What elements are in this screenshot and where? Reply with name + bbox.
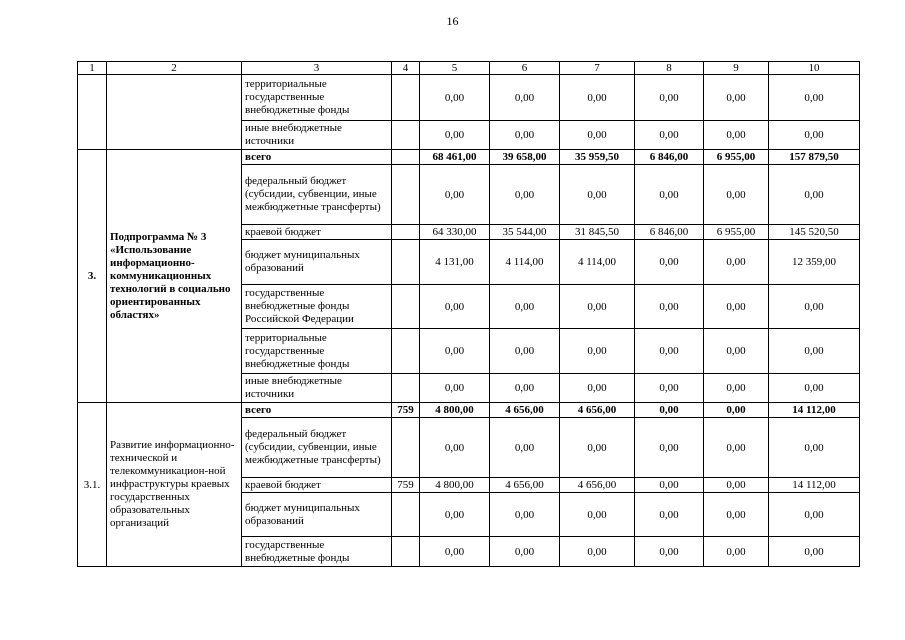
value-cell: 0,00 xyxy=(635,403,704,418)
value-cell: 64 330,00 xyxy=(420,225,490,240)
value-cell: 4 800,00 xyxy=(420,403,490,418)
value-cell: 0,00 xyxy=(769,165,860,225)
value-cell: 0,00 xyxy=(420,75,490,121)
column-number: 9 xyxy=(704,62,769,75)
value-cell: 0,00 xyxy=(420,374,490,403)
column-number: 1 xyxy=(78,62,107,75)
value-cell: 6 955,00 xyxy=(704,225,769,240)
value-cell: 0,00 xyxy=(769,329,860,374)
value-cell: 157 879,50 xyxy=(769,150,860,165)
code-cell xyxy=(392,121,420,150)
value-cell: 145 520,50 xyxy=(769,225,860,240)
column-number-row xyxy=(78,62,860,75)
table-row xyxy=(78,403,860,418)
value-cell: 0,00 xyxy=(635,537,704,567)
name-cell xyxy=(107,75,242,150)
funding-source: краевой бюджет xyxy=(242,478,392,493)
funding-source: всего xyxy=(242,403,392,418)
value-cell: 0,00 xyxy=(704,165,769,225)
value-cell: 0,00 xyxy=(635,329,704,374)
column-number: 10 xyxy=(769,62,860,75)
value-cell: 0,00 xyxy=(704,478,769,493)
value-cell: 0,00 xyxy=(560,329,635,374)
funding-source: федеральный бюджет (субсидии, субвенции, иные межбюджетные трансферты) xyxy=(242,165,392,225)
funding-source: государственные внебюджетные фонды Российской Федерации xyxy=(242,285,392,329)
funding-source: иные внебюджетные источники xyxy=(242,374,392,403)
value-cell: 4 131,00 xyxy=(420,240,490,285)
code-cell xyxy=(392,493,420,537)
value-cell: 0,00 xyxy=(769,285,860,329)
value-cell: 0,00 xyxy=(704,121,769,150)
value-cell: 6 846,00 xyxy=(635,150,704,165)
value-cell: 0,00 xyxy=(704,240,769,285)
value-cell: 0,00 xyxy=(635,478,704,493)
code-cell xyxy=(392,165,420,225)
value-cell: 0,00 xyxy=(560,493,635,537)
code-cell xyxy=(392,374,420,403)
value-cell: 0,00 xyxy=(635,75,704,121)
value-cell: 0,00 xyxy=(420,121,490,150)
value-cell: 0,00 xyxy=(490,374,560,403)
funding-source: государственные внебюджетные фонды xyxy=(242,537,392,567)
column-number: 6 xyxy=(490,62,560,75)
value-cell: 0,00 xyxy=(769,75,860,121)
code-cell xyxy=(392,418,420,478)
value-cell: 0,00 xyxy=(420,329,490,374)
column-number: 3 xyxy=(242,62,392,75)
funding-source: территориальные государственные внебюджетные фонды xyxy=(242,75,392,121)
code-cell xyxy=(392,75,420,121)
value-cell: 0,00 xyxy=(490,285,560,329)
value-cell: 4 656,00 xyxy=(560,403,635,418)
subprogram-name: Подпрограмма № 3 «Использование информационно-коммуникационных технологий в социально ориентированных областях» xyxy=(107,150,242,403)
value-cell: 35 544,00 xyxy=(490,225,560,240)
value-cell: 0,00 xyxy=(420,165,490,225)
value-cell: 4 800,00 xyxy=(420,478,490,493)
value-cell: 0,00 xyxy=(704,418,769,478)
column-number: 4 xyxy=(392,62,420,75)
value-cell: 0,00 xyxy=(635,121,704,150)
value-cell: 12 359,00 xyxy=(769,240,860,285)
value-cell: 0,00 xyxy=(704,537,769,567)
value-cell: 0,00 xyxy=(560,75,635,121)
funding-source: краевой бюджет xyxy=(242,225,392,240)
code-cell xyxy=(392,150,420,165)
value-cell: 0,00 xyxy=(769,121,860,150)
value-cell: 39 658,00 xyxy=(490,150,560,165)
value-cell: 4 656,00 xyxy=(490,403,560,418)
value-cell: 0,00 xyxy=(490,329,560,374)
value-cell: 0,00 xyxy=(560,537,635,567)
value-cell: 0,00 xyxy=(490,493,560,537)
column-number: 8 xyxy=(635,62,704,75)
value-cell: 0,00 xyxy=(420,418,490,478)
value-cell: 0,00 xyxy=(769,374,860,403)
funding-source: федеральный бюджет (субсидии, субвенции, иные межбюджетные трансферты) xyxy=(242,418,392,478)
value-cell: 0,00 xyxy=(490,121,560,150)
funding-source: бюджет муниципальных образований xyxy=(242,240,392,285)
funding-source: иные внебюджетные источники xyxy=(242,121,392,150)
value-cell: 0,00 xyxy=(490,537,560,567)
funding-source: территориальные государственные внебюджетные фонды xyxy=(242,329,392,374)
value-cell: 0,00 xyxy=(420,493,490,537)
value-cell: 0,00 xyxy=(704,374,769,403)
value-cell: 0,00 xyxy=(635,165,704,225)
column-number: 7 xyxy=(560,62,635,75)
value-cell: 0,00 xyxy=(560,374,635,403)
value-cell: 0,00 xyxy=(560,418,635,478)
table-row xyxy=(78,150,860,165)
value-cell: 35 959,50 xyxy=(560,150,635,165)
value-cell: 0,00 xyxy=(635,374,704,403)
value-cell: 31 845,50 xyxy=(560,225,635,240)
value-cell: 0,00 xyxy=(635,418,704,478)
value-cell: 0,00 xyxy=(420,537,490,567)
value-cell: 0,00 xyxy=(635,285,704,329)
value-cell: 4 656,00 xyxy=(490,478,560,493)
code-cell xyxy=(392,225,420,240)
row-index: 3. xyxy=(78,150,107,403)
column-number: 2 xyxy=(107,62,242,75)
value-cell: 0,00 xyxy=(704,403,769,418)
code-cell xyxy=(392,329,420,374)
funding-source: всего xyxy=(242,150,392,165)
budget-table xyxy=(77,61,860,567)
column-number: 5 xyxy=(420,62,490,75)
value-cell: 68 461,00 xyxy=(420,150,490,165)
value-cell: 4 114,00 xyxy=(560,240,635,285)
table-row xyxy=(78,75,860,121)
value-cell: 4 656,00 xyxy=(560,478,635,493)
value-cell: 0,00 xyxy=(490,165,560,225)
value-cell: 0,00 xyxy=(490,418,560,478)
event-name: Развитие информационно-технической и телекоммуникацион-ной инфраструктуры краевых государственных образовательных организаций xyxy=(107,403,242,567)
funding-source: бюджет муниципальных образований xyxy=(242,493,392,537)
value-cell: 0,00 xyxy=(490,75,560,121)
value-cell: 0,00 xyxy=(704,329,769,374)
value-cell: 0,00 xyxy=(560,165,635,225)
value-cell: 0,00 xyxy=(704,75,769,121)
value-cell: 6 955,00 xyxy=(704,150,769,165)
value-cell: 6 846,00 xyxy=(635,225,704,240)
code-cell: 759 xyxy=(392,403,420,418)
code-cell xyxy=(392,537,420,567)
code-cell xyxy=(392,285,420,329)
code-cell xyxy=(392,240,420,285)
value-cell: 14 112,00 xyxy=(769,403,860,418)
index-cell xyxy=(78,75,107,150)
value-cell: 0,00 xyxy=(635,493,704,537)
value-cell: 0,00 xyxy=(635,240,704,285)
value-cell: 0,00 xyxy=(704,493,769,537)
value-cell: 14 112,00 xyxy=(769,478,860,493)
value-cell: 0,00 xyxy=(704,285,769,329)
value-cell: 0,00 xyxy=(560,285,635,329)
value-cell: 4 114,00 xyxy=(490,240,560,285)
page-number: 16 xyxy=(446,14,459,28)
code-cell: 759 xyxy=(392,478,420,493)
row-index: 3.1. xyxy=(78,403,107,567)
value-cell: 0,00 xyxy=(560,121,635,150)
value-cell: 0,00 xyxy=(769,418,860,478)
value-cell: 0,00 xyxy=(769,537,860,567)
value-cell: 0,00 xyxy=(420,285,490,329)
value-cell: 0,00 xyxy=(769,493,860,537)
